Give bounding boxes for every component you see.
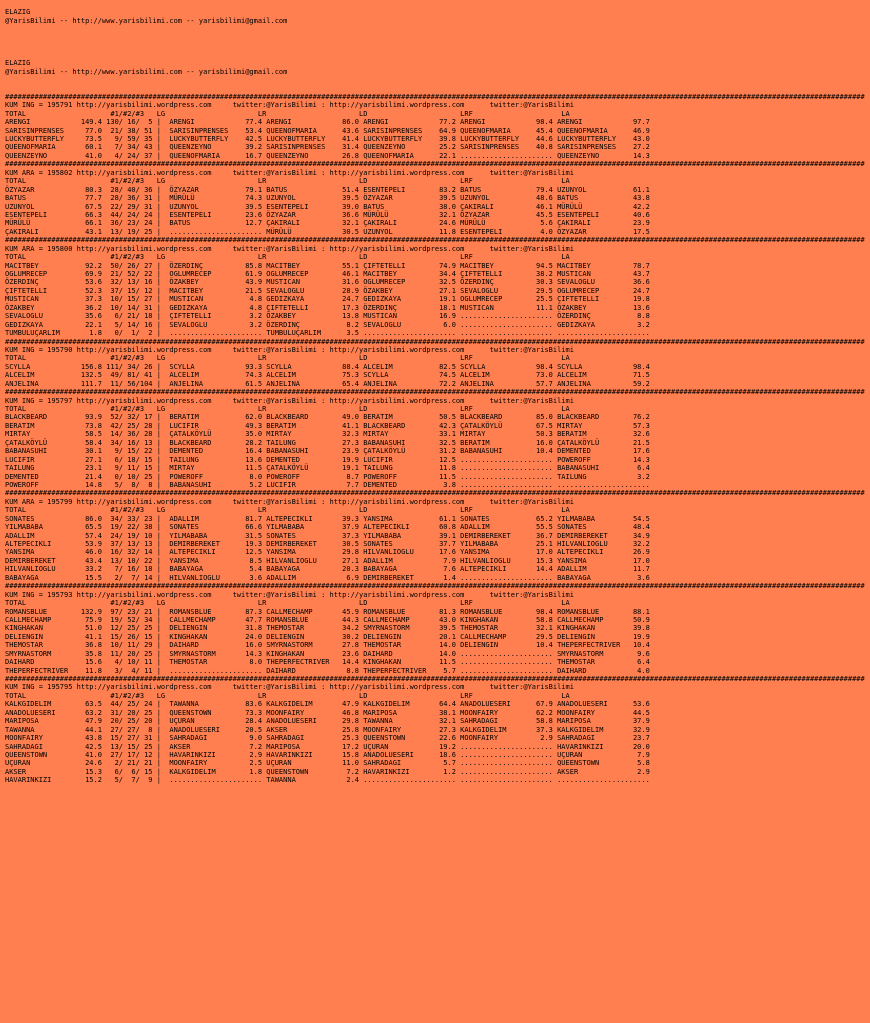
horse-row: DEMENTED 21.4 0/ 10/ 25 | POWEROFF 8.0 POWEROFF 8.7 POWEROFF 11.5 ...................... TAILUNG 3.2 — [5, 472, 650, 481]
race-header: KUM ING = 195793 http://yarisbilimi.wordpress.com twitter:@YarisBilimi : http://yarisbilimi.wordpress.com twitter:@YarisBilimi — [5, 590, 574, 599]
horse-row: BABAYAGA 15.5 2/ 7/ 14 | HILVANLIOGLU 3.6 ADALLIM 6.9 DEMIRBEREKET 1.4 ...................... BABAYAGA 3.6 — [5, 573, 650, 582]
separator-line: ############################################################################################################################################################################################################ — [5, 675, 865, 683]
horse-row: ADALLIM 57.4 24/ 19/ 10 | YILMABABA 31.5 SONATES 37.3 YILMABABA 39.1 DEMIRBEREKET 36.7 DEMIRBEREKET 34.9 — [5, 531, 650, 540]
horse-row: ANJELINA 111.7 11/ 56/104 | ANJELINA 61.5 ANJELINA 65.4 ANJELINA 72.2 ANJELINA 57.7 ANJELINA 59.2 — [5, 379, 650, 388]
column-header: TOTAL #1/#2/#3 LG LR LD LRF LA — [5, 405, 570, 413]
blank-line — [5, 25, 865, 33]
horse-row: GEDIZKAYA 22.1 5/ 14/ 16 | SEVALOGLU 3.2 ÖZERDINÇ 8.2 SEVALOGLU 6.0 ...................... GEDIZKAYA 3.2 — [5, 320, 650, 329]
horse-row: POWEROFF 14.8 5/ 8/ 8 | BABANASUHI 5.2 LUCIFIR 7.7 DEMENTED 3.8 ...................... ...................... — [5, 480, 650, 489]
horse-row: DEMIRBEREKET 43.4 13/ 10/ 22 | YANSIMA 8.5 HILVANLIOGLU 27.1 ADALLIM 7.9 HILVANLIOGLU 15.3 YANSIMA 17.0 — [5, 556, 650, 565]
separator-line: ############################################################################################################################################################################################################ — [5, 582, 865, 591]
column-header: TOTAL #1/#2/#3 LG LR LD LRF LA — [5, 253, 570, 262]
city-title: ELAZIG — [5, 8, 31, 17]
horse-row: SMYRNASTORM 35.8 11/ 20/ 25 | SMYRNASTORM 14.3 KINGHAKAN 23.6 DAIHARD 14.0 ...................... SMYRNASTORM 9.6 — [5, 649, 650, 658]
horse-row: HILVANLIOGLU 33.2 7/ 16/ 18 | BABAYAGA 5.4 BABAYAGA 20.3 BABAYAGA 7.6 ALTEPECIKLI 14.4 ADALLIM 11.7 — [5, 565, 650, 574]
horse-row: TAILUNG 23.1 9/ 11/ 15 | MIRTAY 11.5 ÇATALKÖYLÜ 19.1 TAILUNG 11.8 ...................... BABANASUHI 6.4 — [5, 464, 650, 473]
horse-row: SCYLLA 156.8 111/ 34/ 26 | SCYLLA 93.3 SCYLLA 88.4 ALCELIM 82.5 SCYLLA 98.4 SCYLLA 98.4 — [5, 362, 650, 371]
horse-row: ÖZAKBEY 36.2 10/ 14/ 31 | GEDIZKAYA 4.8 ÇIFTETELLI 17.3 ÖZERDINÇ 18.1 MUSTICAN 11.1 ÖZAKBEY 13.6 — [5, 303, 650, 312]
horse-row: ÇATALKÖYLÜ 58.4 34/ 16/ 13 | BLACKBEARD 28.2 TAILUNG 27.3 BABANASUHI 32.5 BERATIM 16.0 ÇATALKÖYLÜ 21.5 — [5, 438, 650, 447]
horse-row: DELIENGIN 41.1 15/ 26/ 15 | KINGHAKAN 24.0 DELIENGIN 30.2 DELIENGIN 20.1 CALLMECHAMP 29.5 DELIENGIN 19.9 — [5, 632, 650, 641]
blank-line — [5, 0, 865, 8]
horse-row: AKSER 15.3 6/ 6/ 15 | KALKGIDELIM 1.8 QUEENSTOWN 7.2 HAVARINKIZI 1.2 ...................... AKSER 2.9 — [5, 767, 650, 776]
horse-row: HAVARINKIZI 15.2 5/ 7/ 9 | ...................... TAWANNA 2.4 ...................... ...................... ...................... — [5, 776, 650, 785]
horse-row: MACITBEY 92.2 50/ 26/ 27 | ÖZERDINÇ 85.8 MACITBEY 55.1 ÇIFTETELLI 74.9 MACITBEY 94.5 MACITBEY 78.7 — [5, 261, 650, 270]
horse-row: DAIHARD 15.6 4/ 10/ 11 | THEMOSTAR 8.0 THEPERFECTRIVER 14.4 KINGHAKAN 11.5 ...................... THEMOSTAR 6.4 — [5, 658, 650, 667]
horse-row: BLACKBEARD 93.9 52/ 32/ 17 | BERATIM 62.0 BLACKBEARD 49.0 BERATIM 50.5 BLACKBEARD 85.0 BLACKBEARD 76.2 — [5, 413, 650, 422]
horse-row: LUCKYBUTTERFLY 73.5 9/ 59/ 35 | LUCKYBUTTERFLY 42.5 LUCKYBUTTERFLY 41.4 LUCKYBUTTERFLY 39.8 LUCKYBUTTERFLY 44.6 LUCKYBUTTERFLY 43.0 — [5, 135, 650, 143]
horse-row: KINGHAKAN 51.0 12/ 25/ 25 | DELIENGIN 31.8 THEMOSTAR 34.2 SMYRNASTORM 39.5 THEMOSTAR 32.1 KINGHAKAN 39.8 — [5, 624, 650, 633]
column-header: TOTAL #1/#2/#3 LG LR LD LRF LA — [5, 691, 570, 700]
horse-row: SONATES 86.0 34/ 33/ 23 | ADALLIM 81.7 ALTEPECIKLI 39.3 YANSIMA 61.1 SONATES 65.2 YILMABABA 54.5 — [5, 514, 650, 523]
horse-row: YILMABABA 65.5 19/ 22/ 38 | SONATES 66.6 YILMABABA 37.9 ALTEPECIKLI 60.8 ADALLIM 55.5 SONATES 48.4 — [5, 523, 650, 532]
separator-line: ############################################################################################################################################################################################################ — [5, 236, 865, 245]
separator-line: ############################################################################################################################################################################################################ — [5, 388, 865, 397]
horse-row: CALLMECHAMP 75.9 19/ 52/ 34 | CALLMECHAMP 47.7 ROMANSBLUE 44.3 CALLMECHAMP 43.0 KINGHAKAN 58.8 CALLMECHAMP 50.9 — [5, 615, 650, 624]
horse-row: ALTEPECIKLI 53.9 37/ 13/ 13 | DEMIRBEREKET 19.3 DEMIRBEREKET 30.5 SONATES 37.7 YILMABABA 25.1 HILVANLIOGLU 32.2 — [5, 540, 650, 548]
horse-row: OGLUMRECEP 69.9 21/ 52/ 22 | OGLUMRECEP 61.9 OGLUMRECEP 46.1 MACITBEY 34.4 ÇIFTETELLI 38.2 MUSTICAN 43.7 — [5, 270, 650, 278]
horse-row: ALCELIM 132.5 49/ 81/ 41 | ALCELIM 74.3 ALCELIM 75.3 SCYLLA 74.5 ALCELIM 73.0 ALCELIM 71.5 — [5, 371, 650, 380]
horse-row: THEPERFECTRIVER 11.8 3/ 4/ 11 | ...................... DAIHARD 8.8 THEPERFECTRIVER 5.7 ...................... DAIHARD 4.0 — [5, 666, 650, 675]
horse-row: KALKGIDELIM 63.5 44/ 25/ 24 | TAWANNA 83.6 KALKGIDELIM 47.9 KALKGIDELIM 64.4 ANADOLUESERI 67.9 ANADOLUESERI 53.6 — [5, 700, 650, 709]
column-header: TOTAL #1/#2/#3 LG LR LD LRF LA — [5, 109, 570, 118]
race-header: KUM ARA = 195802 http://yarisbilimi.wordpress.com twitter:@YarisBilimi : http://yarisbilimi.wordpress.com twitter:@YarisBilimi — [5, 168, 574, 177]
separator-line: ############################################################################################################################################################################################################ — [5, 160, 865, 169]
horse-row: ÇAKIRALI 43.1 13/ 19/ 25 | ...................... MÜRÜLÜ 30.5 UZUNYOL 11.8 ESENTEPELI 4.0 ÖZYAZAR 17.5 — [5, 227, 650, 236]
horse-row: BERATIM 73.8 42/ 25/ 28 | LUCIFIR 49.3 BERATIM 41.1 BLACKBEARD 42.3 ÇATALKÖYLÜ 67.5 MIRTAY 57.3 — [5, 421, 650, 430]
column-header: TOTAL #1/#2/#3 LG LR LD LRF LA — [5, 599, 570, 608]
horse-row: ÖZERDINÇ 53.6 32/ 13/ 16 | ÖZAKBEY 43.9 MUSTICAN 31.6 OGLUMRECEP 32.5 ÖZERDINÇ 30.3 SEVALOGLU 36.6 — [5, 278, 650, 287]
horse-row: TUMBULUÇARLIM 1.8 0/ 1/ 2 | ...................... TUMBULUÇARLIM 3.5 ...................... ...................... ...................... — [5, 329, 650, 338]
horse-row: BATUS 77.7 28/ 36/ 31 | MÜRÜLÜ 74.3 UZUNYOL 39.5 ÖZYAZAR 39.5 UZUNYOL 48.6 BATUS 43.8 — [5, 194, 650, 203]
horse-row: ROMANSBLUE 132.9 97/ 23/ 21 | ROMANSBLUE 87.3 CALLMECHAMP 45.9 ROMANSBLUE 81.3 ROMANSBLUE 98.4 ROMANSBLUE 88.1 — [5, 607, 650, 616]
horse-row: QUEENOFMARIA 60.1 7/ 34/ 43 | QUEENZEYNO 39.2 SARISINPRENSES 31.4 QUEENZEYNO 25.2 SARISINPRENSES 40.8 SARISINPRENSES 27.2 — [5, 143, 650, 152]
column-header: TOTAL #1/#2/#3 LG LR LD LRF LA — [5, 354, 570, 363]
race-header: KUM ING = 195791 http://yarisbilimi.wordpress.com twitter:@YarisBilimi : http://yarisbilimi.wordpress.com twitter:@YarisBilimi — [5, 101, 574, 110]
horse-row: YANSIMA 46.0 16/ 32/ 14 | ALTEPECIKLI 12.5 YANSIMA 29.8 HILVANLIOGLU 17.6 YANSIMA 17.0 ALTEPECIKLI 26.9 — [5, 548, 650, 557]
separator-line: ############################################################################################################################################################################################################ — [5, 337, 865, 346]
horse-row: MOONFAIRY 43.8 15/ 27/ 31 | SAHRADAGI 9.0 SAHRADAGI 25.3 QUEENSTOWN 22.6 MOONFAIRY 2.9 SAHRADAGI 23.7 — [5, 734, 650, 743]
horse-row: UZUNYOL 67.5 22/ 29/ 31 | UZUNYOL 39.5 ESENTEPELI 39.0 BATUS 38.0 ÇAKIRALI 46.1 MÜRÜLÜ 42.2 — [5, 202, 650, 211]
separator-line: ############################################################################################################################################################################################################ — [5, 489, 865, 498]
horse-row: SARISINPRENSES 77.0 21/ 38/ 51 | SARISINPRENSES 53.4 QUEENOFMARIA 43.6 SARISINPRENSES 64.9 QUEENOFMARIA 45.4 QUEENOFMARIA 46.9 — [5, 126, 650, 135]
horse-row: SEVALOGLU 35.6 6/ 21/ 18 | ÇIFTETELLI 3.2 ÖZAKBEY 13.8 MUSTICAN 16.9 ...................... ÖZERDINÇ 8.8 — [5, 312, 650, 321]
city-title: ELAZIG — [5, 59, 31, 68]
blank-line — [5, 34, 865, 42]
column-header: TOTAL #1/#2/#3 LG LR LD LRF LA — [5, 506, 570, 515]
horse-row: MARIPOSA 47.9 20/ 25/ 20 | UÇURAN 28.4 ANADOLUESERI 29.8 TAWANNA 32.1 SAHRADAGI 58.8 MARIPOSA 37.9 — [5, 717, 650, 726]
horse-row: ÖZYAZAR 80.3 28/ 40/ 36 | ÖZYAZAR 79.1 BATUS 51.4 ESENTEPELI 83.2 BATUS 79.4 UZUNYOL 61.1 — [5, 185, 650, 194]
horse-row: ANADOLUESERI 63.2 31/ 20/ 25 | QUEENSTOWN 73.3 MOONFAIRY 46.8 MARIPOSA 38.1 MOONFAIRY 62.2 MOONFAIRY 44.5 — [5, 708, 650, 717]
horse-row: ESENTEPELI 66.3 44/ 24/ 24 | ESENTEPELI 23.6 ÖZYAZAR 36.6 MÜRÜLÜ 32.1 ÖZYAZAR 45.5 ESENTEPELI 40.6 — [5, 210, 650, 219]
blank-line — [5, 84, 865, 92]
column-header: TOTAL #1/#2/#3 LG LR LD LRF LA — [5, 177, 570, 186]
contact-line: @YarisBilimi -- http://www.yarisbilimi.com -- yarisbilimi@gmail.com — [5, 67, 288, 76]
race-header: KUM ARA = 195799 http://yarisbilimi.wordpress.com twitter:@YarisBilimi : http://yarisbilimi.wordpress.com twitter:@YarisBilimi — [5, 497, 574, 506]
blank-line — [5, 51, 865, 59]
race-header: KUM ING = 195795 http://yarisbilimi.wordpress.com twitter:@YarisBilimi : http://yarisbilimi.wordpress.com twitter:@YarisBilimi — [5, 683, 574, 692]
horse-row: BABANASUHI 30.1 9/ 15/ 22 | DEMENTED 16.4 BABANASUHI 23.9 ÇATALKÖYLÜ 31.2 BABANASUHI 10.4 DEMENTED 17.6 — [5, 447, 650, 456]
horse-row: TAWANNA 44.1 27/ 27/ 8 | ANADOLUESERI 20.5 AKSER 25.8 MOONFAIRY 27.3 KALKGIDELIM 37.3 KALKGIDELIM 32.9 — [5, 725, 650, 734]
race-header: KUM ARA = 195800 http://yarisbilimi.wordpress.com twitter:@YarisBilimi : http://yarisbilimi.wordpress.com twitter:@YarisBilimi — [5, 244, 574, 253]
horse-row: QUEENZEYNO 41.0 4/ 24/ 37 | QUEENOFMARIA 16.7 QUEENZEYNO 26.8 QUEENOFMARIA 22.1 ...................... QUEENZEYNO 14.3 — [5, 151, 650, 160]
horse-row: MUSTICAN 37.3 10/ 15/ 27 | MUSTICAN 4.8 GEDIZKAYA 24.7 GEDIZKAYA 19.1 OGLUMRECEP 25.5 ÇIFTETELLI 19.8 — [5, 295, 650, 304]
horse-row: MÜRÜLÜ 66.1 36/ 23/ 24 | BATUS 12.7 ÇAKIRALI 32.1 ÇAKIRALI 24.6 MÜRÜLÜ 5.6 ÇAKIRALI 23.9 — [5, 219, 650, 228]
racing-stats-document — [5, 0, 865, 785]
horse-row: LUCIFIR 27.1 6/ 18/ 15 | TAILUNG 13.6 DEMENTED 19.9 LUCIFIR 12.5 ...................... POWEROFF 14.3 — [5, 455, 650, 464]
separator-line: ############################################################################################################################################################################################################ — [5, 92, 865, 101]
race-header: KUM ING = 195797 http://yarisbilimi.wordpress.com twitter:@YarisBilimi : http://yarisbilimi.wordpress.com twitter:@YarisBilimi — [5, 396, 574, 405]
horse-row: MIRTAY 58.5 14/ 36/ 28 | ÇATALKÖYLÜ 35.0 MIRTAY 32.3 MIRTAY 33.1 MIRTAY 50.3 BERATIM 32.6 — [5, 430, 650, 439]
contact-line: @YarisBilimi -- http://www.yarisbilimi.com -- yarisbilimi@gmail.com — [5, 16, 288, 25]
horse-row: QUEENSTOWN 41.0 27/ 17/ 12 | HAVARINKIZI 2.9 HAVARINKIZI 15.8 ANADOLUESERI 18.6 ...................... UÇURAN 7.9 — [5, 750, 650, 759]
race-header: KUM ING = 195790 http://yarisbilimi.wordpress.com twitter:@YarisBilimi : http://yarisbilimi.wordpress.com twitter:@YarisBilimi — [5, 345, 574, 354]
horse-row: THEMOSTAR 36.8 10/ 11/ 29 | DAIHARD 16.0 SMYRNASTORM 27.8 THEMOSTAR 14.0 DELIENGIN 10.4 THEPERFECTRIVER 10.4 — [5, 641, 650, 650]
blank-line — [5, 76, 865, 84]
horse-row: ÇIFTETELLI 52.3 37/ 15/ 12 | MACITBEY 21.5 SEVALOGLU 28.9 ÖZAKBEY 27.1 SEVALOGLU 29.5 OGLUMRECEP 24.7 — [5, 286, 650, 295]
horse-row: SAHRADAGI 42.5 13/ 15/ 25 | AKSER 7.2 MARIPOSA 17.2 UÇURAN 19.2 ...................... HAVARINKIZI 20.0 — [5, 742, 650, 751]
blank-line — [5, 42, 865, 50]
horse-row: UÇURAN 24.6 2/ 21/ 21 | MOONFAIRY 2.5 UÇURAN 11.0 SAHRADAGI 5.7 ...................... QUEENSTOWN 5.8 — [5, 759, 650, 768]
horse-row: ARENGI 149.4 130/ 16/ 5 | ARENGI 77.4 ARENGI 86.0 ARENGI 77.2 ARENGI 98.4 ARENGI 97.7 — [5, 118, 650, 127]
